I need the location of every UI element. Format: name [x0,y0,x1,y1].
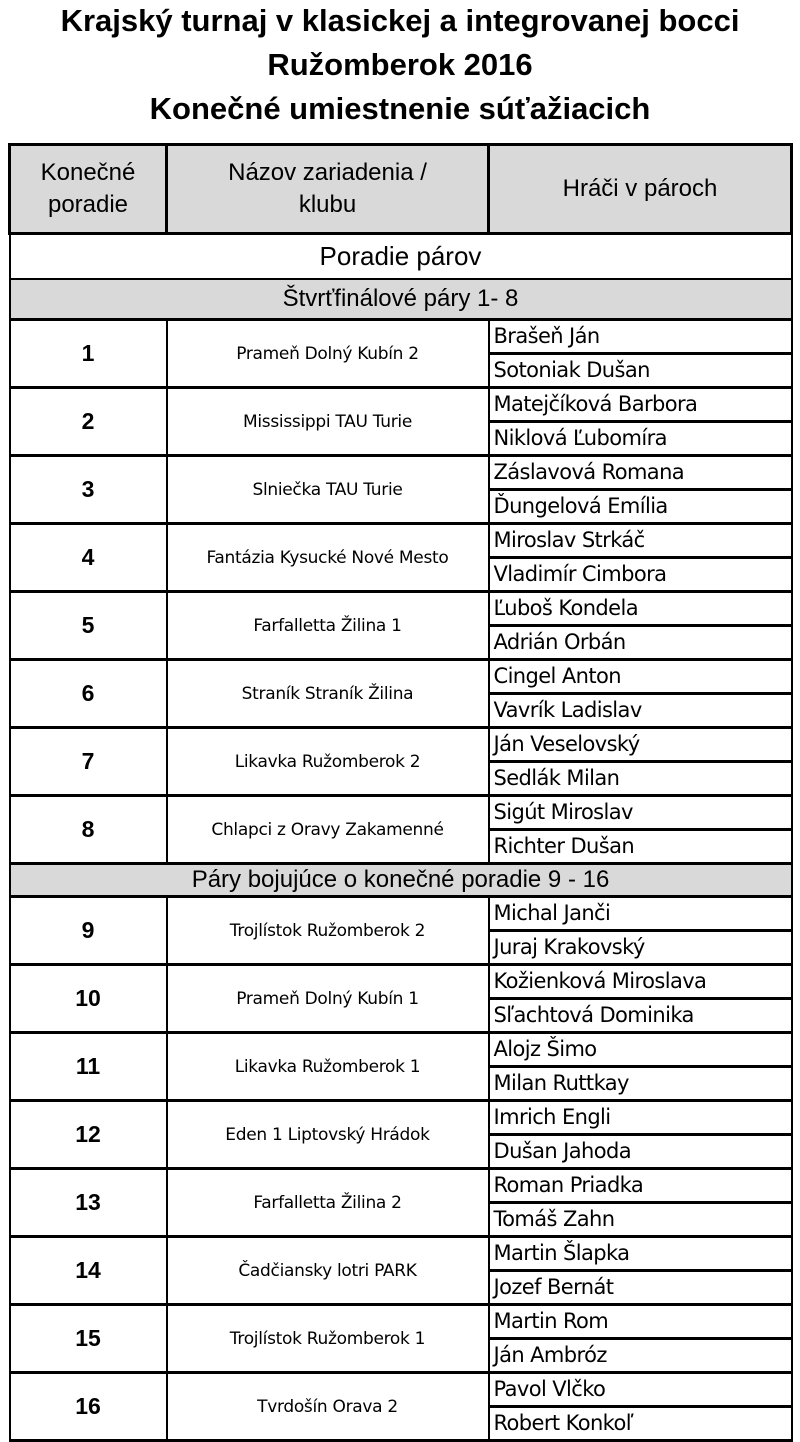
table-row [10,728,792,796]
standings-table [8,143,793,1442]
section-title-row [10,234,792,280]
player-name: Cingel Anton [493,664,621,688]
players-cell [489,1101,792,1169]
players-cell [489,1169,792,1237]
player-name: Sigút Miroslav [493,800,633,824]
table-row [10,1033,792,1101]
players-cell [489,965,792,1033]
player-name: Martin Šlapka [493,1241,630,1265]
club-cell: Farfalletta Žilina 2 [167,1169,489,1237]
player-name: Ľuboš Kondela [493,596,638,620]
players-cell [489,728,792,796]
players-cell [489,456,792,524]
player-name: Roman Priadka [493,1173,644,1197]
table-row [10,320,792,388]
player-name: Sedlák Milan [490,760,791,794]
club-cell: Farfalletta Žilina 1 [167,592,489,660]
table-row [10,524,792,592]
players-cell [489,1305,792,1373]
players-cell [489,524,792,592]
rank-cell: 6 [10,660,167,728]
player-name: Brašeň Ján [493,324,600,348]
rank-cell: 3 [10,456,167,524]
players-cell [489,592,792,660]
club-cell: Tvrdošín Orava 2 [167,1373,489,1441]
club-cell: Trojlístok Ružomberok 2 [167,897,489,965]
section-title: Poradie párov [10,234,792,280]
club-cell: Likavka Ružomberok 1 [167,1033,489,1101]
players-cell [489,1237,792,1305]
players-cell [489,897,792,965]
player-name: Niklová Ľubomíra [490,420,791,454]
table-row [10,1237,792,1305]
group-title: Štvrťfinálové páry 1- 8 [10,279,792,320]
rank-cell: 5 [10,592,167,660]
title-line-location-year: Ružomberok 2016 [267,47,533,82]
player-name: Sotoniak Dušan [490,352,791,386]
player-name: Robert Konkoľ [490,1405,791,1439]
club-cell: Fantázia Kysucké Nové Mesto [167,524,489,592]
player-name: Vladimír Cimbora [490,556,791,590]
header-players: Hráči v pároch [489,145,792,234]
player-name: Alojz Šimo [493,1037,597,1061]
rank-cell: 10 [10,965,167,1033]
player-name: Richter Dušan [490,828,791,862]
rank-cell: 11 [10,1033,167,1101]
club-cell: Chlapci z Oravy Zakamenné [167,796,489,864]
player-name: Záslavová Romana [493,460,685,484]
group-title: Páry bojujúce o konečné poradie 9 - 16 [10,864,792,897]
player-name: Jozef Bernát [490,1269,791,1303]
rank-cell: 7 [10,728,167,796]
player-name: Adrián Orbán [490,624,791,658]
players-cell [489,660,792,728]
player-name: Pavol Vlčko [493,1377,606,1401]
player-name: Tomáš Zahn [490,1201,791,1235]
table-row [10,660,792,728]
group-title-row [10,279,792,320]
table-row [10,897,792,965]
club-cell: Straník Straník Žilina [167,660,489,728]
rank-cell: 12 [10,1101,167,1169]
table-row [10,1101,792,1169]
table-row [10,1373,792,1441]
player-name: Kožienková Miroslava [493,969,707,993]
table-row [10,965,792,1033]
header-club: Názov zariadenia / klubu [167,145,489,234]
rank-cell: 13 [10,1169,167,1237]
player-name: Martin Rom [493,1309,609,1333]
club-cell: Čadčiansky lotri PARK [167,1237,489,1305]
table-row [10,796,792,864]
player-name: Matejčíková Barbora [493,392,698,416]
players-cell [489,796,792,864]
title-line-tournament: Krajský turnaj v klasickej a integrovanej bocci [60,3,740,38]
rank-cell: 16 [10,1373,167,1441]
club-cell: Mississippi TAU Turie [167,388,489,456]
player-name: Michal Janči [493,901,611,925]
player-name: Vavrík Ladislav [490,692,791,726]
player-name: Miroslav Strkáč [493,528,645,552]
rank-cell: 15 [10,1305,167,1373]
table-row [10,1305,792,1373]
rank-cell: 9 [10,897,167,965]
group-title-row [10,864,792,897]
rank-cell: 1 [10,320,167,388]
player-name: Ján Ambróz [490,1337,791,1371]
player-name: Milan Ruttkay [490,1065,791,1099]
player-name: Sľachtová Dominika [490,997,791,1031]
rank-cell: 8 [10,796,167,864]
player-name: Imrich Engli [493,1105,611,1129]
table-row [10,388,792,456]
club-cell: Eden 1 Liptovský Hrádok [167,1101,489,1169]
players-cell [489,1373,792,1441]
header-rank: Konečné poradie [10,145,167,234]
players-cell [489,320,792,388]
club-cell: Prameň Dolný Kubín 2 [167,320,489,388]
player-name: Juraj Krakovský [490,929,791,963]
player-name: Ján Veselovský [493,732,640,756]
rank-cell: 2 [10,388,167,456]
rank-cell: 14 [10,1237,167,1305]
club-cell: Likavka Ružomberok 2 [167,728,489,796]
table-row [10,456,792,524]
title-line-final-standings: Konečné umiestnenie súťažiacich [149,91,651,126]
player-name: Dušan Jahoda [490,1133,791,1167]
document-title [0,0,800,132]
club-cell: Slniečka TAU Turie [167,456,489,524]
table-row [10,1169,792,1237]
table-row [10,592,792,660]
players-cell [489,1033,792,1101]
club-cell: Prameň Dolný Kubín 1 [167,965,489,1033]
rank-cell: 4 [10,524,167,592]
club-cell: Trojlístok Ružomberok 1 [167,1305,489,1373]
header-row [10,145,792,234]
players-cell [489,388,792,456]
player-name: Ďungelová Emília [490,488,791,522]
